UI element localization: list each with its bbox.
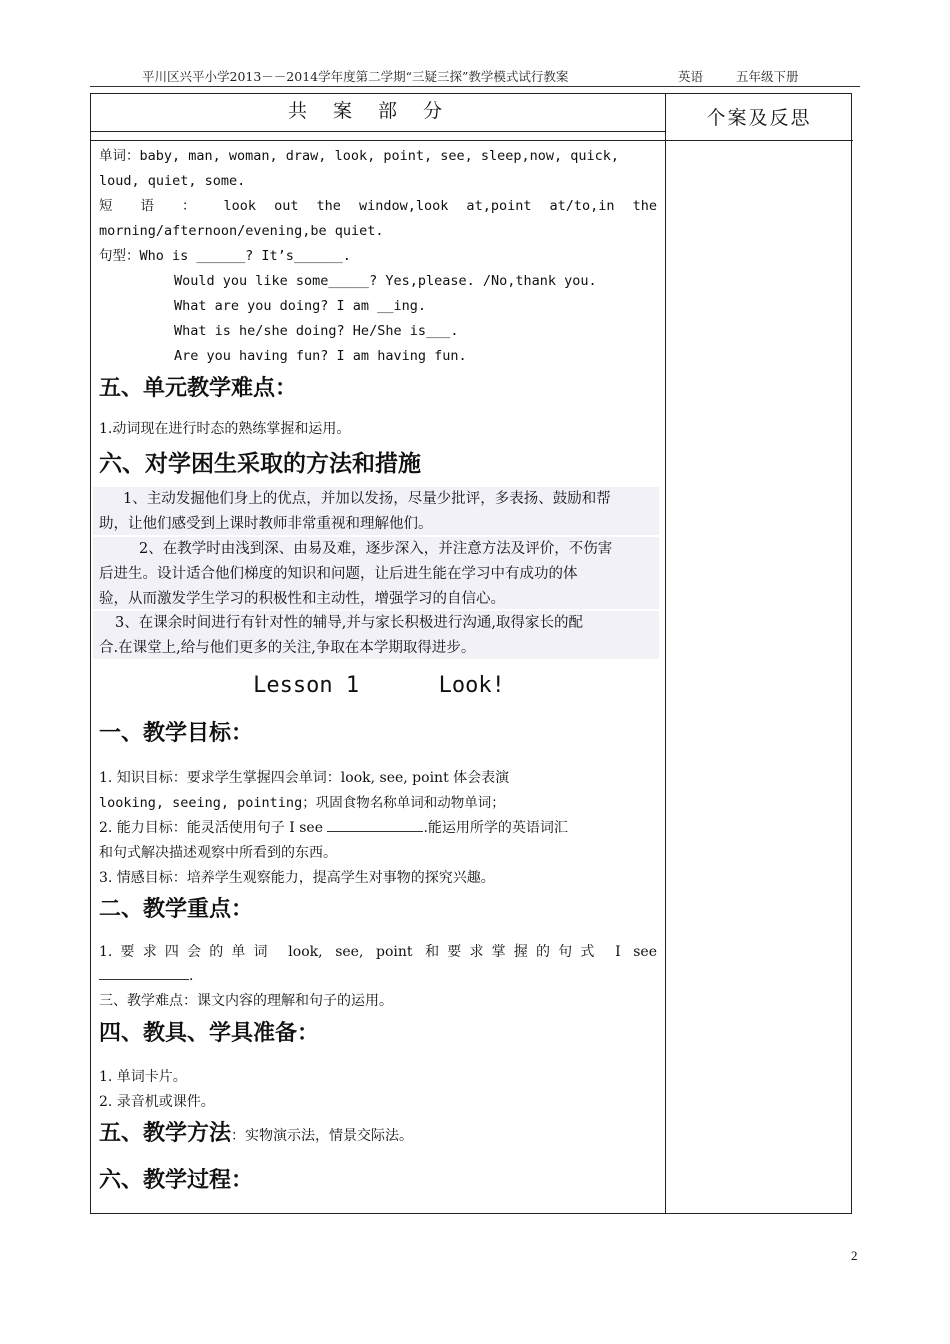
keypoints-line2-end: . <box>189 968 194 984</box>
goal-2-blank <box>327 817 423 832</box>
keypoints-blank <box>99 965 189 980</box>
column-divider <box>665 94 666 1213</box>
sentence-pattern-4: What is he/she doing? He/She is___. <box>174 323 459 339</box>
vocab-phrases-line2: morning/afternoon/evening,be quiet. <box>99 223 384 239</box>
goal-1-line1: 1. 知识目标：要求学生掌握四会单词：look, see, point 体会表演 <box>99 770 510 786</box>
section6-p2-line1: 2、在教学时由浅到深、由易及难，逐步深入，并注意方法及评价，不伤害 <box>139 541 613 557</box>
shared-plan-heading: 共案部分 <box>287 100 468 122</box>
keypoints-heading: 二、教学重点： <box>99 897 254 922</box>
prep-heading: 四、教具、学具准备： <box>99 1021 320 1046</box>
section6-p3-line1: 3、在课余时间进行有针对性的辅导,并与家长积极进行沟通,取得家长的配 <box>115 615 583 631</box>
lesson-plan-table <box>90 93 852 1214</box>
sentence-pattern-1: 句型：Who is ______? It’s______. <box>99 248 351 264</box>
prep-item1: 1. 单词卡片。 <box>99 1069 187 1085</box>
header-title: 平川区兴平小学2013－－2014学年度第二学期“三疑三探”教学模式试行教案 <box>142 69 569 84</box>
row-divider-left-2 <box>91 140 665 141</box>
reflection-heading: 个案及反思 <box>706 107 812 129</box>
goal-3: 3. 情感目标：培养学生观察能力，提高学生对事物的探究兴趣。 <box>99 870 495 886</box>
goals-heading: 一、教学目标： <box>99 721 254 746</box>
method-text: ：实物演示法，情景交际法。 <box>231 1128 414 1144</box>
goal-2-line1 <box>99 817 568 839</box>
section6-p2-line3: 验，从而激发学生学习的积极性和主动性，增强学习的自信心。 <box>99 591 505 607</box>
sentence-pattern-3: What are you doing? I am __ing. <box>174 298 426 314</box>
vocab-phrases-line1: 短 语 ： look out the window,look at,point at/to,in the <box>99 198 657 214</box>
section5-heading: 五、单元教学难点： <box>99 376 298 401</box>
goal-1-line2: looking, seeing, pointing；巩固食物名称单词和动物单词； <box>99 795 505 811</box>
method-line <box>99 1119 413 1151</box>
header-grade: 五年级下册 <box>736 69 799 84</box>
lesson-title: Lesson 1 Look! <box>253 673 505 698</box>
keypoints-line1: 1.要求四会的单词 look, see, point 和要求掌握的句式 I see <box>99 944 657 960</box>
difficulty-line: 三、教学难点：课文内容的理解和句子的运用。 <box>99 993 393 1009</box>
section6-heading: 六、对学困生采取的方法和措施 <box>99 451 421 477</box>
page-number: 2 <box>851 1248 858 1263</box>
process-heading: 六、教学过程： <box>99 1168 254 1193</box>
goal-2-text-a: 2. 能力目标：能灵活使用句子 I see <box>99 820 323 836</box>
section6-p1-line1: 1、主动发掘他们身上的优点，并加以发扬，尽量少批评，多表扬、鼓励和帮 <box>123 491 611 507</box>
row-divider-left <box>91 131 665 132</box>
goal-2-text-b: .能运用所学的英语词汇 <box>423 820 568 836</box>
vocab-words-line1: 单词：baby, man, woman, draw, look, point, see, sleep,now, quick, <box>99 148 620 164</box>
page-header <box>90 66 860 87</box>
sentence-pattern-5: Are you having fun? I am having fun. <box>174 348 467 364</box>
section6-p3-line2: 合.在课堂上,给与他们更多的关注,争取在本学期取得进步。 <box>99 640 476 656</box>
prep-item2: 2. 录音机或课件。 <box>99 1094 215 1110</box>
goal-2-line2: 和句式解决描述观察中所看到的东西。 <box>99 845 337 861</box>
header-subject: 英语 <box>678 69 704 84</box>
section5-item1: 1.动词现在进行时态的熟练掌握和运用。 <box>99 421 351 437</box>
row-divider-right <box>665 140 853 141</box>
section6-p2-line2: 后进生。设计适合他们梯度的知识和问题，让后进生能在学习中有成功的体 <box>99 566 578 582</box>
section6-p1-line2: 助，让他们感受到上课时教师非常重视和理解他们。 <box>99 516 433 532</box>
keypoints-line2 <box>99 965 193 987</box>
method-heading: 五、教学方法 <box>99 1121 232 1146</box>
sentence-pattern-2: Would you like some_____? Yes,please. /No,thank you. <box>174 273 597 289</box>
vocab-words-line2: loud, quiet, some. <box>99 173 246 189</box>
